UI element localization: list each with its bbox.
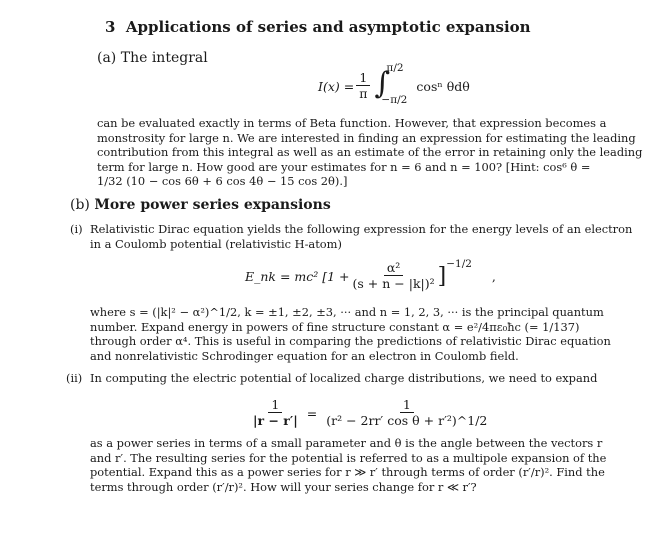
integral-upper-limit: π/2: [386, 62, 404, 74]
law-of-cosines-fraction: [323, 398, 490, 429]
part-a-line: 1/32 (10 − cos 6θ + 6 cos 4θ − 15 cos 2θ).]: [97, 174, 348, 189]
item-i-line: where s = (|k|² − α²)^1/2, k = ±1, ±2, ±3, ··· and n = 1, 2, 3, ··· is the principal quantum: [90, 305, 604, 319]
item-i-label: (i): [70, 222, 83, 236]
item-i-intro: [90, 222, 632, 251]
part-a-label: (a): [97, 50, 117, 66]
part-b-heading: [70, 197, 331, 213]
integral-sign: ∫: [374, 66, 391, 101]
law-of-cosines-denominator: (r² − 2rr′ cos θ + r′²)^1/2: [326, 412, 488, 428]
part-b-label: (b): [70, 197, 90, 213]
item-ii-line: terms through order (r′/r)². How will your series change for r ≪ r′?: [90, 479, 477, 494]
item-ii-line: potential. Expand this as a power series for r ≫ r′ through terms of order (r′/r)². Find the: [90, 465, 605, 480]
section-heading: [105, 18, 531, 36]
integral-prefactor: [356, 71, 370, 102]
prefactor-denominator: π: [359, 85, 368, 101]
item-ii-intro: In computing the electric potential of localized charge distributions, we need to expand: [90, 371, 598, 385]
item-ii-label: (ii): [66, 371, 83, 385]
energy-exponent: −1/2: [446, 258, 472, 270]
part-a-line: contribution from this integral as well as an estimate of the error in retaining only the leading: [97, 145, 643, 160]
item-ii-line: as a power series in terms of a small parameter and θ is the angle between the vectors r: [90, 436, 603, 450]
part-a-paragraph: [97, 116, 642, 189]
inverse-distance-denominator: |r − r′|: [253, 412, 298, 428]
integral-lhs: I(x) =: [318, 78, 355, 94]
item-i-line: and nonrelativistic Schrodinger equation for an electron in Coulomb field.: [90, 348, 519, 363]
item-i-line: number. Expand energy in powers of fine structure constant α = e²/4πε₀ħc (= 1/137): [90, 319, 580, 334]
integral-lower-limit: −π/2: [381, 94, 408, 106]
law-of-cosines-numerator: 1: [400, 398, 414, 413]
item-i-paragraph: [90, 305, 611, 363]
part-a-title: The integral: [120, 50, 208, 66]
part-a-line: can be evaluated exactly in terms of Beta function. However, that expression becomes a: [97, 116, 607, 130]
equals-sign: =: [306, 405, 318, 421]
inverse-distance-numerator: 1: [268, 398, 282, 413]
inverse-distance-fraction: [250, 398, 301, 429]
dirac-energy-equation: [245, 256, 496, 296]
integral-equation: [318, 64, 470, 108]
item-ii-line: and r′. The resulting series for the potential is referred to as a multipole expansion of the: [90, 450, 607, 465]
energy-lhs: E_nk = mc² [1 +: [245, 268, 350, 284]
energy-bracket-close: ]: [437, 263, 447, 289]
item-i-line: in a Coulomb potential (relativistic H-atom): [90, 236, 342, 251]
part-b-title: More power series expansions: [94, 197, 331, 213]
prefactor-numerator: 1: [356, 71, 370, 86]
section-title: Applications of series and asymptotic expansion: [125, 18, 531, 36]
part-a-line: monstrosity for large n. We are interested in finding an expression for estimating the leading: [97, 130, 636, 145]
part-a-line: term for large n. How good are your estimates for n = 6 and n = 100? [Hint: cos⁶ θ =: [97, 159, 591, 174]
item-i-line: Relativistic Dirac equation yields the following expression for the energy levels of an electron: [90, 222, 633, 236]
item-ii-paragraph: [90, 436, 606, 494]
part-a-heading: [97, 50, 208, 66]
section-number: 3: [105, 18, 116, 36]
integral-sign-group: [372, 62, 408, 108]
energy-numerator: α²: [384, 261, 403, 276]
energy-denominator: (s + n − |k|)²: [352, 275, 435, 291]
integrand: cosⁿ θdθ: [416, 78, 470, 94]
distance-expansion-equation: [250, 393, 490, 433]
energy-fraction: [350, 261, 438, 292]
energy-trailing-comma: ,: [491, 268, 496, 284]
item-i-line: through order α⁴. This is useful in comparing the predictions of relativistic Dirac equation: [90, 334, 611, 349]
